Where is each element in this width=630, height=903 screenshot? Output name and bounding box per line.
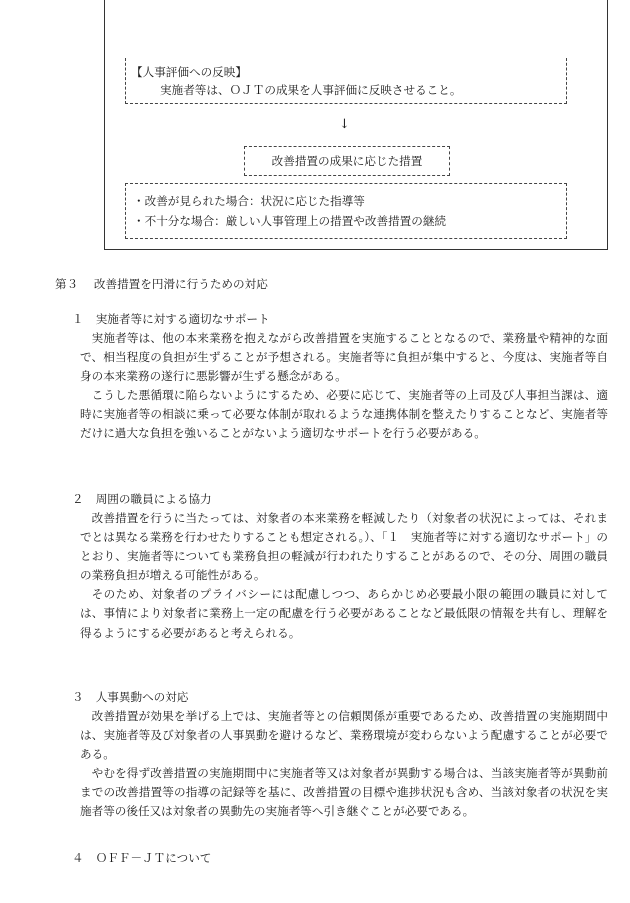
measures-heading: 改善措置の成果に応じた措置	[271, 154, 423, 168]
paragraph: 改善措置を行うに当たっては、対象者の本来業務を軽減したり（対象者の状況によっては、それまでとは異なる業務を行わせたりすることも想定される。）、「１ 実施者等に対する適切なサポート」のとおり、実施者等についても業務負担の軽減が行われたりすることがあるので、その分、周囲の職員の業務負担が増える可能性がある。	[80, 511, 608, 583]
measures-heading-box	[244, 146, 450, 176]
paragraph: そのため、対象者のプライバシーには配慮しつつ、あらかじめ必要最小限の範囲の職員に対しては、事情により対象者に業務上一定の配慮を行う必要があることなど最低限の情報を共有し、理解を得るようにする必要があると考えられる。	[80, 587, 608, 640]
paragraph: 改善措置が効果を挙げる上では、実施者等との信頼関係が重要であるため、改善措置の実施期間中は、実施者等及び対象者の人事異動を避けるなど、業務環境が変わらないよう配慮することが必要である。	[80, 709, 608, 762]
subsection-title: ＯＦＦ－ＪＴについて	[95, 851, 212, 865]
subsection-body	[80, 329, 608, 444]
subsection-body	[80, 707, 608, 822]
subsection-number: ４	[72, 851, 84, 865]
measures-list-box	[125, 183, 567, 239]
subsection-heading	[72, 689, 188, 705]
subsection-heading	[72, 850, 211, 866]
personnel-evaluation-box	[125, 58, 567, 104]
subsection-heading	[72, 491, 212, 507]
section-number: 第３	[55, 277, 79, 291]
subsection-number: ２	[72, 492, 84, 506]
section-title: 改善措置を円滑に行うための対応	[93, 277, 268, 291]
paragraph: こうした悪循環に陥らないようにするため、必要に応じて、実施者等の上司及び人事担当課は、適時に実施者等の相談に乗って必要な体制が取れるような連携体制を整えたりすることなど、実施者等だけに過大な負担を強いることがないよう適切なサポートを行う必要がある。	[80, 388, 608, 441]
subsection-heading	[72, 311, 270, 327]
measures-item: ・改善が見られた場合：状況に応じた指導等	[133, 194, 365, 208]
down-arrow-icon: ↓	[339, 117, 350, 132]
subsection-number: ３	[72, 690, 84, 704]
reflection-text: 実施者等は、ＯＪＴの成果を人事評価に反映させること。	[160, 83, 462, 97]
subsection-body	[80, 509, 608, 643]
subsection-title: 周囲の職員による協力	[95, 492, 212, 506]
section-heading	[55, 276, 268, 292]
measures-item: ・不十分な場合：厳しい人事管理上の措置や改善措置の継続	[133, 214, 447, 228]
paragraph: やむを得ず改善措置の実施期間中に実施者等又は対象者が異動する場合は、当該実施者等が異動前までの改善措置等の指導の記録等を基に、改善措置の目標や進捗状況も含め、当該対象者の状況を実施者等の後任又は対象者の異動先の実施者等へ引き継ぐことが必要である。	[80, 766, 608, 819]
subsection-number: １	[72, 312, 84, 326]
paragraph: 実施者等は、他の本来業務を抱えながら改善措置を実施することとなるので、業務量や精神的な面で、相当程度の負担が生ずることが予想される。実施者等に負担が集中すると、今度は、実施者等自身の本来業務の遂行に悪影響が生ずる懸念がある。	[80, 331, 608, 384]
subsection-title: 実施者等に対する適切なサポート	[95, 312, 270, 326]
reflection-heading: 【人事評価への反映】	[131, 65, 247, 79]
subsection-title: 人事異動への対応	[95, 690, 189, 704]
